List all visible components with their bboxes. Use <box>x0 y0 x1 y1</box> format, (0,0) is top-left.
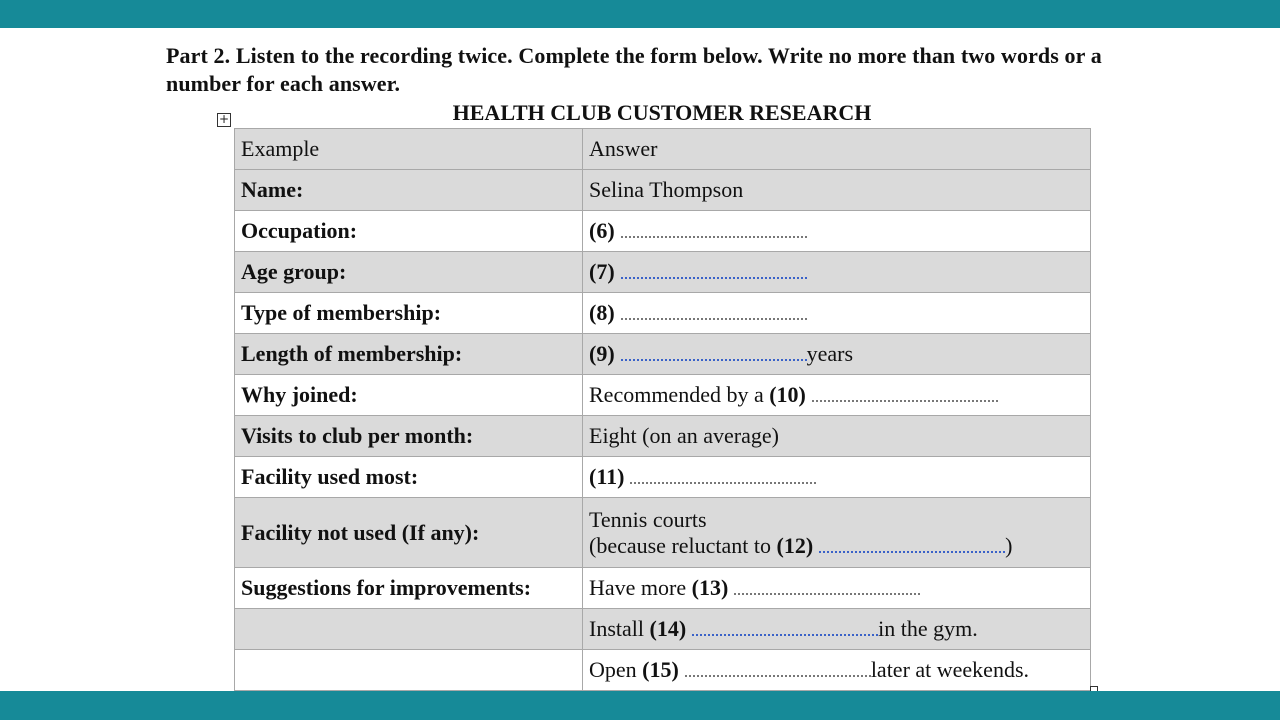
answer-blank[interactable] <box>630 468 816 484</box>
table-row-visits <box>235 416 1091 457</box>
answer-header-cell: Answer <box>583 129 1091 170</box>
answer-blank[interactable] <box>819 537 1005 553</box>
question-number: (11) <box>589 464 625 489</box>
facility-line-1: Tennis courts <box>589 506 707 532</box>
suffix-text: years <box>806 341 854 366</box>
table-row-age-group <box>235 252 1091 293</box>
name-value: Selina Thompson <box>583 170 1091 211</box>
table-row-occupation <box>235 211 1091 252</box>
question-number: (7) <box>589 259 615 284</box>
bottom-accent-bar <box>0 691 1280 720</box>
facility-used-answer-cell[interactable] <box>583 457 1091 498</box>
question-number: (8) <box>589 300 615 325</box>
suggestions-label: Suggestions for improvements: <box>235 568 583 609</box>
example-header-cell: Example <box>235 129 583 170</box>
membership-type-answer-cell[interactable] <box>583 293 1091 334</box>
question-number: (6) <box>589 218 615 243</box>
facility-line-2 <box>589 533 1084 559</box>
age-group-label: Age group: <box>235 252 583 293</box>
visits-label: Visits to club per month: <box>235 416 583 457</box>
occupation-answer-cell[interactable] <box>583 211 1091 252</box>
suffix-text: later at weekends. <box>870 657 1030 682</box>
table-row-facility-used <box>235 457 1091 498</box>
answer-blank[interactable] <box>685 661 871 677</box>
answer-blank[interactable] <box>692 620 878 636</box>
table-row-suggestion-3 <box>235 650 1091 691</box>
question-number: (14) <box>649 616 687 641</box>
empty-label-cell <box>235 609 583 650</box>
membership-length-label: Length of membership: <box>235 334 583 375</box>
answer-blank[interactable] <box>621 263 807 279</box>
table-row-membership-type <box>235 293 1091 334</box>
table-row-facility-not-used <box>235 498 1091 568</box>
name-label: Name: <box>235 170 583 211</box>
question-number: (9) <box>589 341 615 366</box>
visits-value: Eight (on an average) <box>583 416 1091 457</box>
prefix-text: Recommended by a <box>589 382 770 407</box>
suggestion-3-answer-cell[interactable] <box>583 650 1091 691</box>
question-number: (13) <box>691 575 729 600</box>
answer-blank[interactable] <box>621 345 807 361</box>
facility-not-used-label: Facility not used (If any): <box>235 498 583 568</box>
facility-not-used-answer-cell[interactable] <box>583 498 1091 568</box>
prefix-text: (because reluctant to <box>589 532 777 558</box>
why-joined-answer-cell[interactable] <box>583 375 1091 416</box>
table-row-why-joined <box>235 375 1091 416</box>
answer-blank[interactable] <box>734 579 920 595</box>
table-row-name <box>235 170 1091 211</box>
table-title: HEALTH CLUB CUSTOMER RESEARCH <box>452 100 872 125</box>
prefix-text: Install <box>589 616 650 641</box>
suggestion-2-answer-cell[interactable] <box>583 609 1091 650</box>
membership-length-answer-cell[interactable] <box>583 334 1091 375</box>
why-joined-label: Why joined: <box>235 375 583 416</box>
top-accent-bar <box>0 0 1280 28</box>
answer-blank[interactable] <box>812 386 998 402</box>
suffix-text: ) <box>1005 532 1013 558</box>
question-number: (10) <box>769 382 806 407</box>
membership-type-label: Type of membership: <box>235 293 583 334</box>
instructions-text: Part 2. Listen to the recording twice. Complete the form below. Write no more than two words or a number for each answer. <box>166 43 1102 96</box>
table-row-suggestion-2 <box>235 609 1091 650</box>
answer-blank[interactable] <box>621 304 807 320</box>
table-row-membership-length <box>235 334 1091 375</box>
occupation-label: Occupation: <box>235 211 583 252</box>
research-form-table <box>234 128 1091 691</box>
prefix-text: Have more <box>589 575 692 600</box>
table-move-handle-icon[interactable]: + <box>218 112 230 126</box>
suffix-text: in the gym. <box>878 616 978 641</box>
suggestion-1-answer-cell[interactable] <box>583 568 1091 609</box>
facility-used-label: Facility used most: <box>235 457 583 498</box>
table-row-example <box>235 129 1091 170</box>
prefix-text: Open <box>589 657 643 682</box>
age-group-answer-cell[interactable] <box>583 252 1091 293</box>
empty-label-cell <box>235 650 583 691</box>
answer-blank[interactable] <box>621 222 807 238</box>
question-number: (12) <box>776 532 814 558</box>
question-number: (15) <box>642 657 679 682</box>
table-row-suggestions <box>235 568 1091 609</box>
